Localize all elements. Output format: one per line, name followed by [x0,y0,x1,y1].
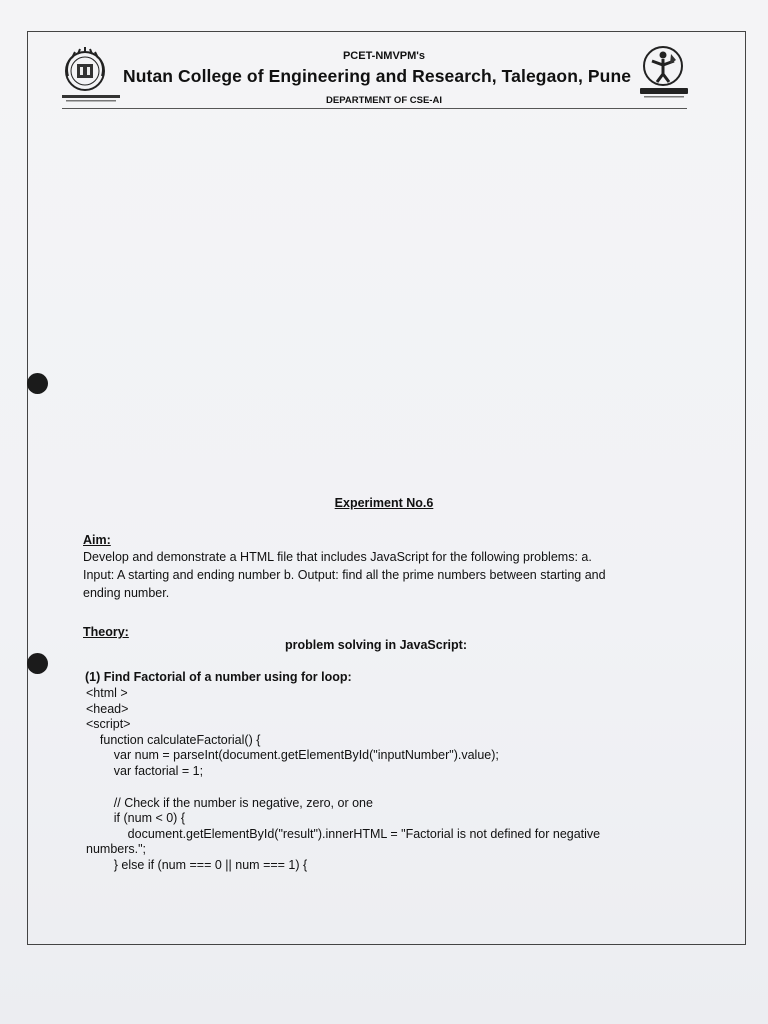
code-line: numbers."; [86,842,147,857]
code-line: function calculateFactorial() { [86,732,261,747]
theory-subtitle: problem solving in JavaScript: [285,638,467,652]
code-line: } else if (num === 0 || num === 1) { [86,857,308,872]
code-line: document.getElementById("result").innerHTML = "Factorial is not defined for negative [86,826,601,841]
code-listing [86,686,600,874]
department-label: DEPARTMENT OF CSE-AI [326,95,442,106]
code-line-blank [86,780,600,796]
header-divider [62,108,687,109]
punch-hole [27,373,48,394]
aim-line: Develop and demonstrate a HTML file that includes JavaScript for the following problems: a. [83,550,592,564]
code-line: <head> [86,701,129,716]
aim-line: Input: A starting and ending number b. Output: find all the prime numbers between starting and [83,568,606,582]
college-name: Nutan College of Engineering and Research, Talegaon, Pune [123,66,632,86]
task-heading: (1) Find Factorial of a number using for loop: [85,670,352,684]
code-line: <script> [86,717,131,732]
code-line: var factorial = 1; [86,763,204,778]
aim-text [83,548,683,602]
experiment-title: Experiment No.6 [334,496,434,510]
aim-heading: Aim: [83,533,111,547]
code-line: // Check if the number is negative, zero, or one [86,795,373,810]
institute-group-label: PCET-NMVPM's [342,50,426,62]
code-line: var num = parseInt(document.getElementById("inputNumber").value); [86,748,499,763]
theory-heading: Theory: [83,625,129,639]
aim-line: ending number. [83,586,170,600]
punch-hole [27,653,48,674]
code-line: if (num < 0) { [86,811,185,826]
code-line: <html > [86,686,128,700]
